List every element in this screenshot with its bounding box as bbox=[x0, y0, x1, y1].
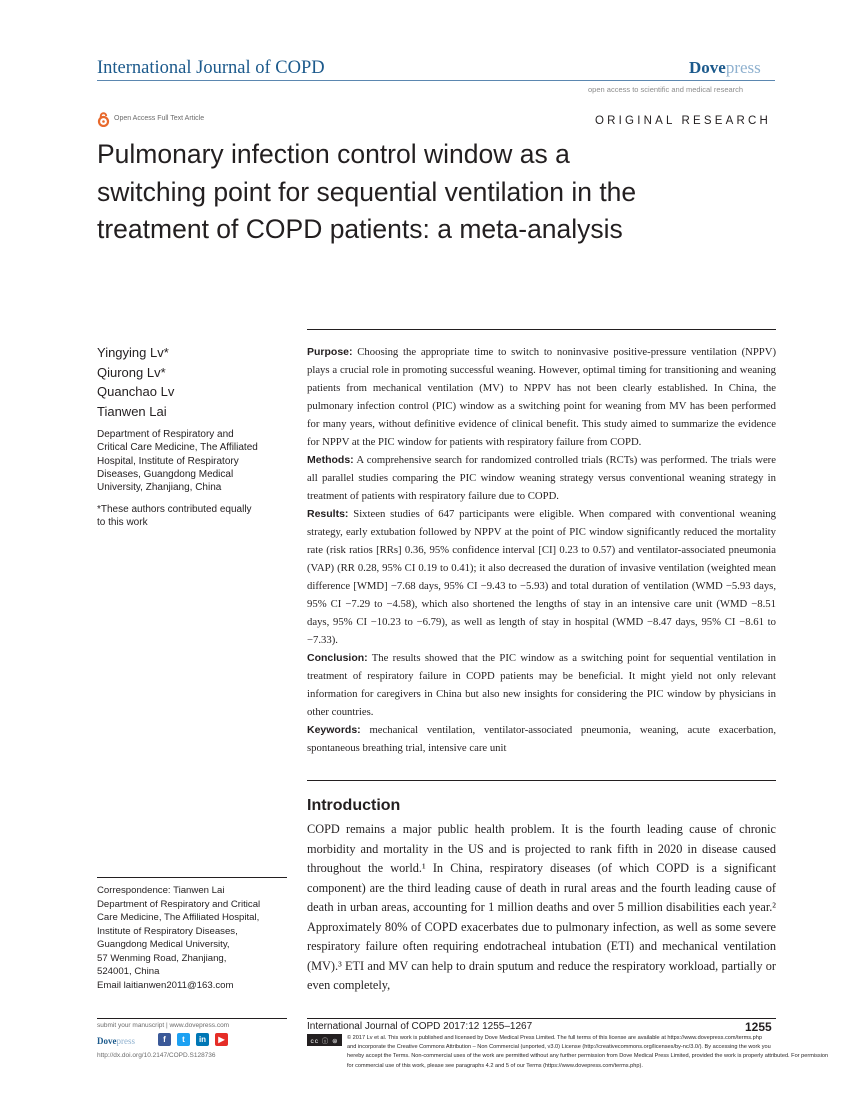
abstract-keywords bbox=[307, 721, 776, 757]
correspondence-line: Care Medicine, The Affiliated Hospital, bbox=[97, 912, 260, 923]
footer-logo-part-a: Dove bbox=[97, 1036, 117, 1046]
journal-name[interactable]: International Journal of COPD bbox=[97, 58, 325, 78]
title-line: treatment of COPD patients: a meta-analysis bbox=[97, 214, 623, 244]
creative-commons-badge[interactable]: cc ⓘ ⊜ bbox=[307, 1034, 342, 1046]
methods-text: A comprehensive search for randomized controlled trials (RCTs) was performed. The trials were all parallel studies comparing the PIC window weaning strategy versus conventional weaning strategy in treatment of patients with respiratory failure due to COPD. bbox=[307, 454, 776, 502]
author-list bbox=[97, 343, 174, 421]
correspondence-line: 524001, China bbox=[97, 966, 160, 977]
youtube-icon[interactable]: ▶ bbox=[215, 1033, 228, 1046]
footer-citation: International Journal of COPD 2017:12 1255–1267 bbox=[307, 1021, 533, 1032]
correspondence-line: Correspondence: Tianwen Lai bbox=[97, 885, 225, 896]
keywords-text: mechanical ventilation, ventilator-associated pneumonia, weaning, acute exacerbation, spontaneous breathing trial, intensive care unit bbox=[307, 724, 776, 754]
abstract-methods bbox=[307, 451, 776, 505]
correspondence-line: Guangdong Medical University, bbox=[97, 939, 230, 950]
twitter-icon[interactable]: t bbox=[177, 1033, 190, 1046]
results-text: Sixteen studies of 647 participants were eligible. When compared with conventional weaning strategy, early extubation followed by NPPV at the point of PIC window significantly reduced the mortality rate (risk ratios [RRs] 0.36, 95% confidence interval [CI] 0.23 to 0.57) and ventilator-associated pneumonia (VAP) (RR 0.28, 95% CI 0.19 to 0.41); it also decreased the duration of invasive ventilation (weighted mean difference [WMD] −7.68 days, 95% CI −9.43 to −5.93) and total duration of ventilation (WMD −5.93 days, 95% CI −7.29 to −4.58), which also shortened the lengths of stay in an intensive care unit (WMD −8.51 days, 95% CI −10.23 to −6.79), as well as length of stay in hospital (WMD −8.47 days, 95% CI −8.61 to −7.33). bbox=[307, 508, 776, 646]
conclusion-text: The results showed that the PIC window as a switching point for sequential ventilation in treatment of respiratory failure in COPD patients may be beneficial. It might yield not only relevant information for caregivers in China but also new insights for considering the PIC window by physicians in other countries. bbox=[307, 652, 777, 718]
footer-rule-left bbox=[97, 1018, 287, 1019]
purpose-label: Purpose: bbox=[307, 346, 353, 358]
keywords-label: Keywords: bbox=[307, 724, 361, 736]
footer-logo-part-b: press bbox=[116, 1036, 135, 1046]
license-line: for commercial use of this work, please see paragraphs 4.2 and 5 of our Terms (https://www.dovepress.com/terms.php). bbox=[347, 1062, 643, 1069]
results-label: Results: bbox=[307, 508, 349, 520]
equal-contribution-note bbox=[97, 503, 297, 530]
correspondence-line: Department of Respiratory and Critical bbox=[97, 898, 261, 910]
affiliation-line: Diseases, Guangdong Medical bbox=[97, 468, 234, 480]
abstract-conclusion bbox=[307, 649, 776, 721]
footer-publisher-logo[interactable] bbox=[97, 1036, 135, 1046]
doi-link[interactable]: http://dx.doi.org/10.2147/COPD.S128736 bbox=[97, 1052, 216, 1059]
license-text bbox=[307, 1034, 829, 1071]
social-links bbox=[158, 1033, 228, 1046]
purpose-text: Choosing the appropriate time to switch to noninvasive positive-pressure ventilation (NPPV) plays a crucial role in promoting successful weaning. However, optimal timing for transitioning and weaning patients from mechanical ventilation (MV) to NPPV has not been clearly established. In China, the pulmonary infection control (PIC) window as a switching point for weaning from MV has been performed for many years, without definitive evidence of clinical benefit. This study aimed to summarize the evidence for NPPV at the PIC window for patients with respiratory failure from COPD. bbox=[307, 346, 777, 448]
linkedin-icon[interactable]: in bbox=[196, 1033, 209, 1046]
page-number: 1255 bbox=[745, 1020, 772, 1034]
introduction-heading: Introduction bbox=[307, 797, 401, 814]
publisher-tagline: open access to scientific and medical research bbox=[588, 85, 744, 94]
publisher-logo[interactable] bbox=[689, 58, 761, 78]
contribution-line: *These authors contributed equally bbox=[97, 504, 252, 515]
correspondence-line: Institute of Respiratory Diseases, bbox=[97, 925, 238, 937]
correspondence bbox=[97, 884, 297, 992]
open-access-label: Open Access Full Text Article bbox=[114, 115, 205, 122]
article-title bbox=[97, 136, 777, 249]
introduction-body bbox=[307, 820, 776, 996]
abstract-bottom-rule bbox=[307, 780, 776, 781]
abstract-purpose bbox=[307, 343, 776, 451]
author-name: Yingying Lv* bbox=[97, 345, 169, 360]
facebook-icon[interactable]: f bbox=[158, 1033, 171, 1046]
license-line: hereby accept the Terms. Non-commercial uses of the work are permitted without any further permission from Dove Medical Press Limited, provided the work is properly attributed. For permission bbox=[347, 1053, 829, 1060]
publisher-logo-part-b: press bbox=[725, 58, 761, 77]
abstract bbox=[307, 343, 776, 757]
author-name: Tianwen Lai bbox=[97, 403, 167, 419]
introduction-paragraph: COPD remains a major public health problem. It is the fourth leading cause of chronic morbidity and mortality in the US and is projected to rank fifth in 2020 in disease caused throughout the world.¹ In China, respiratory diseases (of which COPD is a significant component) are the third leading cause of death in rural areas and the fourth leading cause of death in urban areas, accounting for 1 million deaths and over 5 million disabilities each year.² Approximately 80% of COPD exacerbates due to pulmonary infection, as well as some severe respiratory failure often requiring endotracheal intubation (ETI) and mechanical ventilation (MV).³ ETI and MV can help to drain sputum and reduce the respiratory workload, partially or even completely, bbox=[307, 822, 776, 992]
license-line: and incorporate the Creative Commons Attribution – Non Commercial (unported, v3.0) License (http://creativecommons.org/licenses/by-nc/3.0/). By accessing the work you bbox=[347, 1044, 771, 1051]
publisher-logo-part-a: Dove bbox=[689, 58, 726, 77]
author-name: Quanchao Lv bbox=[97, 384, 175, 399]
affiliation-line: Hospital, Institute of Respiratory bbox=[97, 455, 239, 467]
title-line: Pulmonary infection control window as a bbox=[97, 139, 570, 169]
correspondence-rule bbox=[97, 877, 287, 878]
title-line: switching point for sequential ventilation in the bbox=[97, 176, 637, 207]
methods-label: Methods: bbox=[307, 454, 354, 466]
abstract-results bbox=[307, 505, 776, 649]
submit-manuscript-link[interactable]: submit your manuscript | www.dovepress.com bbox=[97, 1022, 230, 1029]
abstract-top-rule bbox=[307, 329, 776, 330]
affiliation bbox=[97, 428, 297, 494]
header-divider bbox=[97, 80, 775, 81]
correspondence-email[interactable]: Email laitianwen2011@163.com bbox=[97, 979, 234, 991]
open-access-lock-icon bbox=[97, 112, 110, 127]
affiliation-line: University, Zhanjiang, China bbox=[97, 482, 222, 494]
correspondence-line: 57 Wenming Road, Zhanjiang, bbox=[97, 952, 227, 964]
footer-rule-right bbox=[307, 1018, 776, 1019]
article-type: ORIGINAL RESEARCH bbox=[595, 115, 772, 127]
author-name: Qiurong Lv* bbox=[97, 364, 166, 380]
contribution-line: to this work bbox=[97, 517, 148, 529]
affiliation-line: Critical Care Medicine, The Affiliated bbox=[97, 442, 258, 454]
conclusion-label: Conclusion: bbox=[307, 652, 368, 664]
affiliation-line: Department of Respiratory and bbox=[97, 429, 234, 440]
license-line: © 2017 Lv et al. This work is published and licensed by Dove Medical Press Limited. The full terms of this license are available at https://www.dovepress.com/terms.php bbox=[347, 1035, 762, 1041]
